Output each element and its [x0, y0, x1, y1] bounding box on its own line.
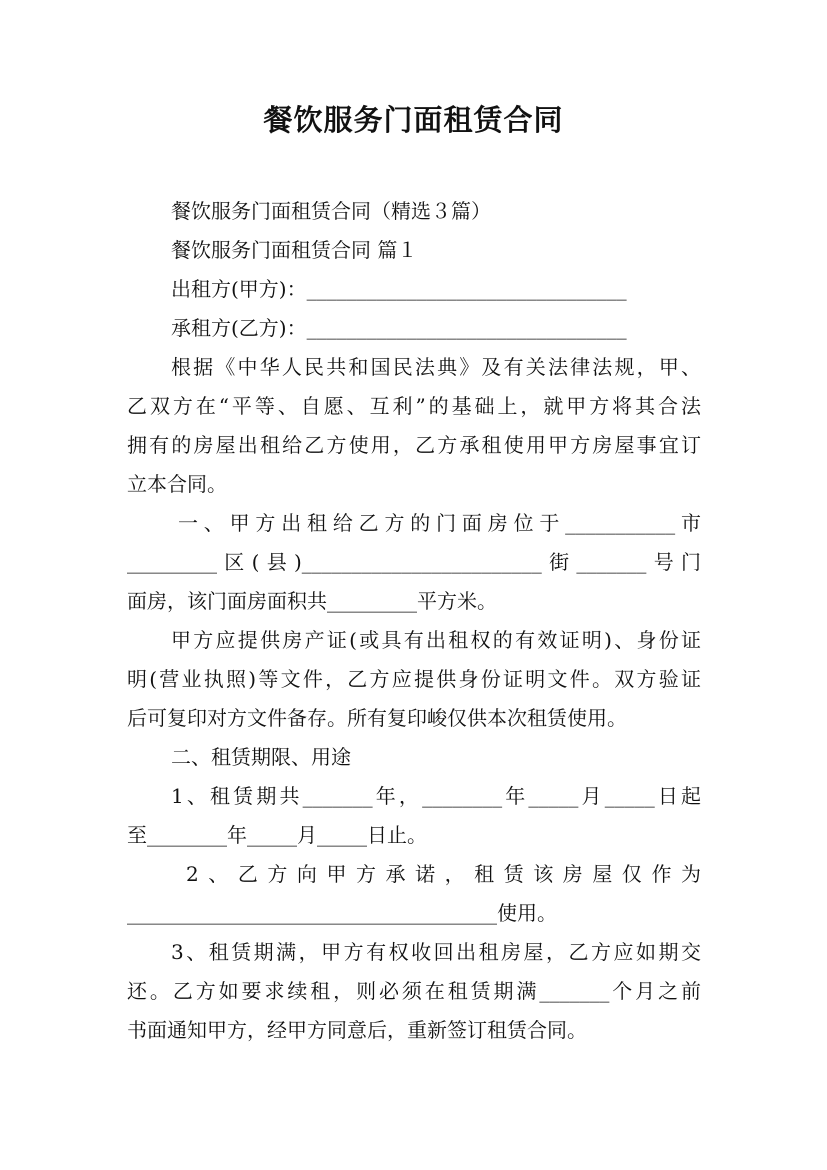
- clause-line: 还。乙方如要求续租，则必须在租赁期满_______个月之前: [127, 979, 701, 1003]
- clause-line: 2、乙方向甲方承诺，租赁该房屋仅作为: [186, 862, 701, 886]
- paragraph-line: 甲方应提供房产证(或具有出租权的有效证明)、身份证: [171, 628, 701, 652]
- paragraph-line: 根据《中华人民共和国民法典》及有关法律法规，甲、: [171, 355, 701, 379]
- lessee-field: 承租方(乙方)：________________________________: [171, 316, 627, 340]
- paragraph-line: 立本合同。: [127, 472, 227, 496]
- clause-line: 书面通知甲方，经甲方同意后，重新签订租赁合同。: [127, 1018, 587, 1042]
- paragraph-line: 后可复印对方文件备存。所有复印峻仅供本次租赁使用。: [127, 706, 627, 730]
- clause-line: 3、租赁期满，甲方有权收回出租房屋，乙方应如期交: [171, 940, 701, 964]
- document-title: 餐饮服务门面租赁合同: [263, 103, 564, 137]
- paragraph-line: 拥有的房屋出租给乙方使用，乙方承租使用甲方房屋事宜订: [127, 433, 701, 457]
- paragraph-line: 乙双方在“平等、自愿、互利”的基础上，就甲方将其合法: [127, 394, 701, 418]
- clause-line: 一、甲方出租给乙方的门面房位于___________市: [178, 511, 701, 535]
- clause-line: 1、租赁期共_______年，________年_____月_____日起: [171, 784, 701, 808]
- subtitle-line: 餐饮服务门面租赁合同（精选３篇）: [171, 199, 491, 223]
- section-heading: 餐饮服务门面租赁合同 篇１: [171, 238, 418, 262]
- clause-line: 面房，该门面房面积共_________平方米。: [127, 589, 497, 613]
- lessor-field: 出租方(甲方)：________________________________: [171, 277, 627, 301]
- section-heading: 二、租赁期限、用途: [171, 745, 351, 769]
- clause-line: _________区(县)________________________街_______号门: [127, 550, 701, 574]
- clause-line: _____________________________________使用。: [127, 901, 557, 925]
- clause-line: 至________年_____月_____日止。: [127, 823, 427, 847]
- paragraph-line: 明(营业执照)等文件，乙方应提供身份证明文件。双方验证: [127, 667, 701, 691]
